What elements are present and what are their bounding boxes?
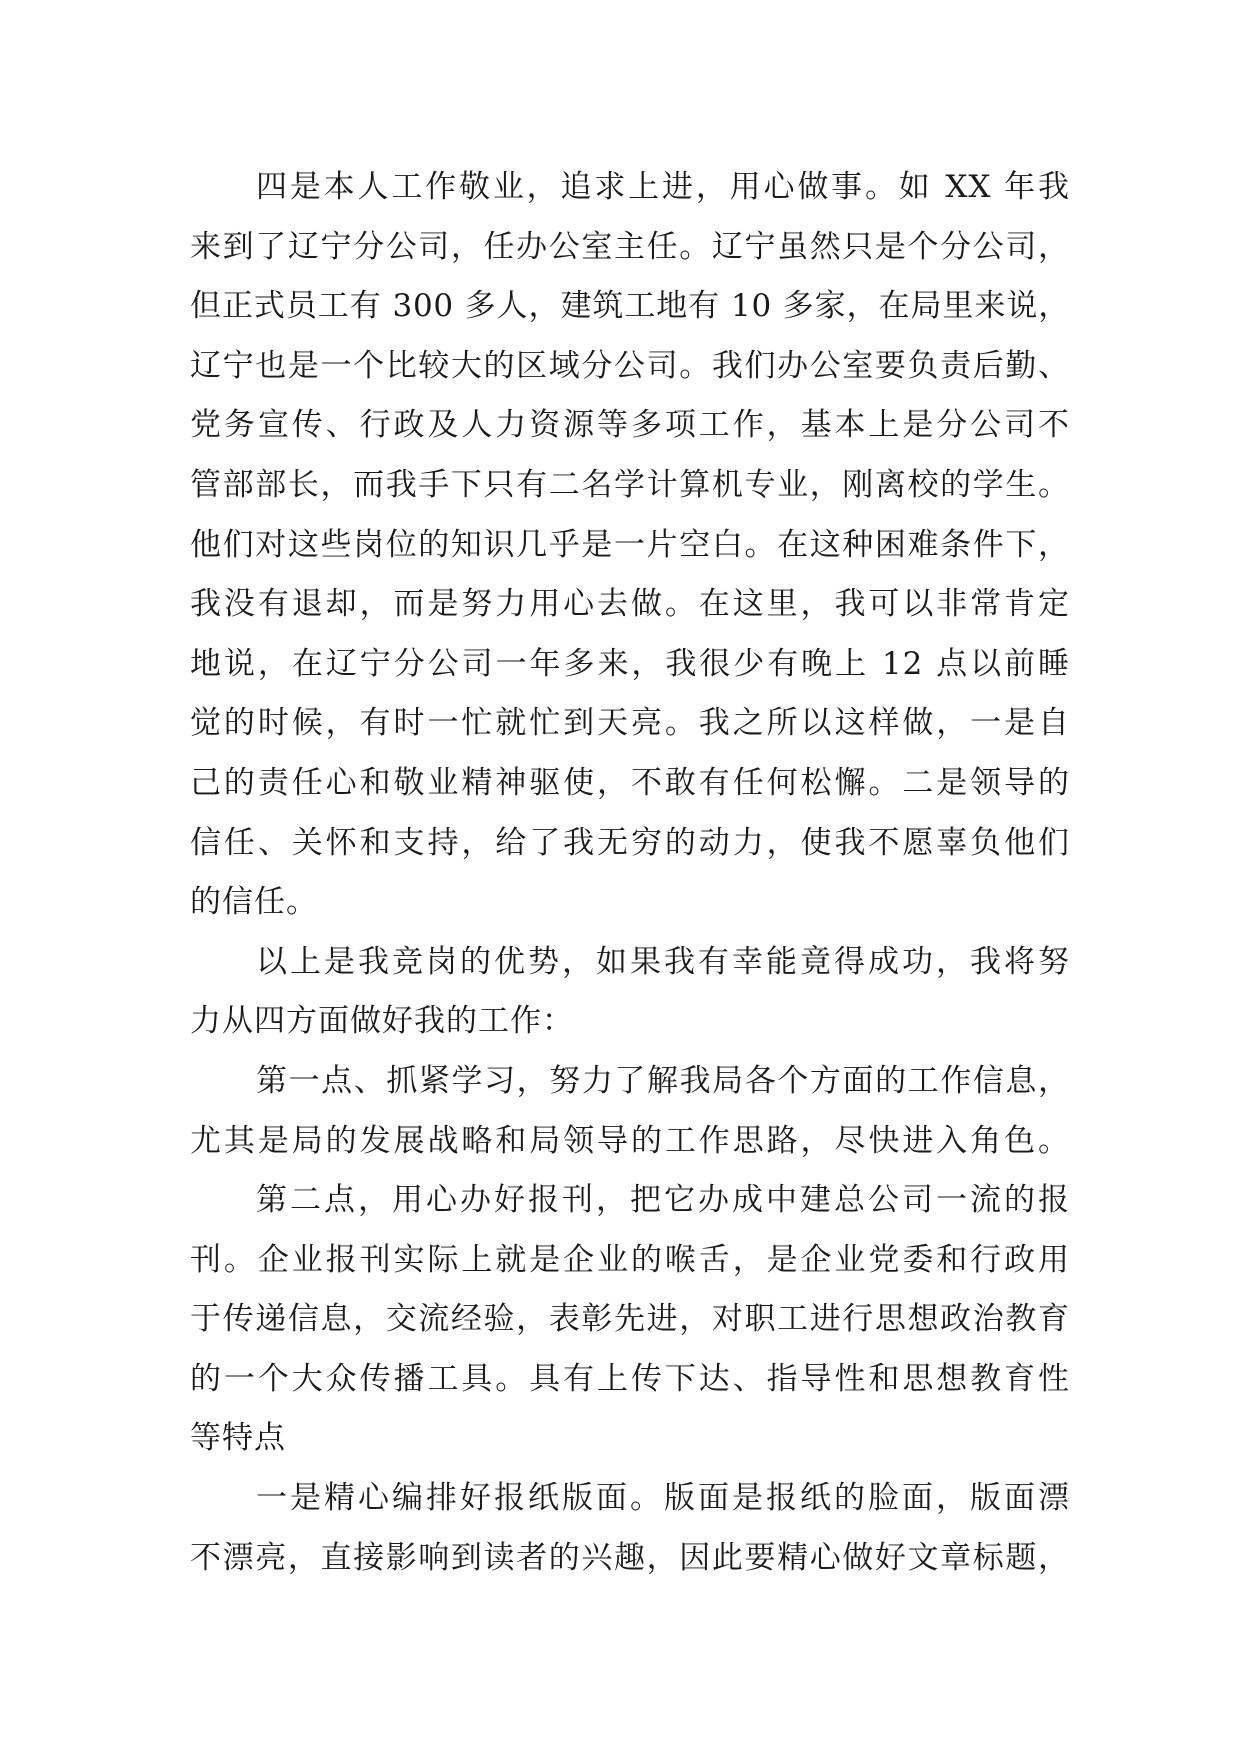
text-line: 但正式员工有 300 多人，建筑工地有 10 多家，在局里来说， <box>190 288 1070 325</box>
document-body <box>190 158 1070 1588</box>
text-line: 四是本人工作敬业，追求上进，用心做事。如 XX 年我 <box>256 169 1070 205</box>
text-line: 力从四方面做好我的工作： <box>190 1003 574 1040</box>
text-line: 党务宣传、行政及人力资源等多项工作，基本上是分公司不 <box>190 407 1070 444</box>
text-line: 第一点、抓紧学习，努力了解我局各个方面的工作信息， <box>256 1062 1070 1099</box>
text-line: 他们对这些岗位的知识几乎是一片空白。在这种困难条件下， <box>190 526 1070 563</box>
text-line: 一是精心编排好报纸版面。版面是报纸的脸面，版面漂 <box>256 1480 1070 1517</box>
text-line: 刊。企业报刊实际上就是企业的喉舌，是企业党委和行政用 <box>190 1241 1070 1278</box>
text-line: 地说，在辽宁分公司一年多来，我很少有晚上 12 点以前睡 <box>190 645 1070 682</box>
text-line: 的信任。 <box>190 884 318 921</box>
text-line: 第二点，用心办好报刊，把它办成中建总公司一流的报 <box>256 1182 1070 1219</box>
text-line: 辽宁也是一个比较大的区域分公司。我们办公室要负责后勤、 <box>190 347 1070 384</box>
text-line: 觉的时候，有时一忙就忙到天亮。我之所以这样做，一是自 <box>190 705 1070 742</box>
text-line: 不漂亮，直接影响到读者的兴趣，因此要精心做好文章标题， <box>190 1539 1070 1576</box>
text-line: 我没有退却，而是努力用心去做。在这里，我可以非常肯定 <box>190 586 1070 623</box>
text-line: 以上是我竞岗的优势，如果我有幸能竟得成功，我将努 <box>256 943 1070 980</box>
text-line: 己的责任心和敬业精神驱使，不敢有任何松懈。二是领导的 <box>190 764 1070 801</box>
text-line: 的一个大众传播工具。具有上传下达、指导性和思想教育性 <box>190 1360 1070 1397</box>
text-line: 等特点 <box>190 1420 286 1457</box>
text-line: 信任、关怀和支持，给了我无穷的动力，使我不愿辜负他们 <box>190 824 1070 861</box>
text-line: 管部部长，而我手下只有二名学计算机专业，刚离校的学生。 <box>190 466 1070 503</box>
text-line: 尤其是局的发展战略和局领导的工作思路，尽快进入角色。 <box>190 1122 1070 1159</box>
text-line: 来到了辽宁分公司，任办公室主任。辽宁虽然只是个分公司， <box>190 228 1070 265</box>
text-line: 于传递信息，交流经验，表彰先进，对职工进行思想政治教育 <box>190 1301 1070 1338</box>
